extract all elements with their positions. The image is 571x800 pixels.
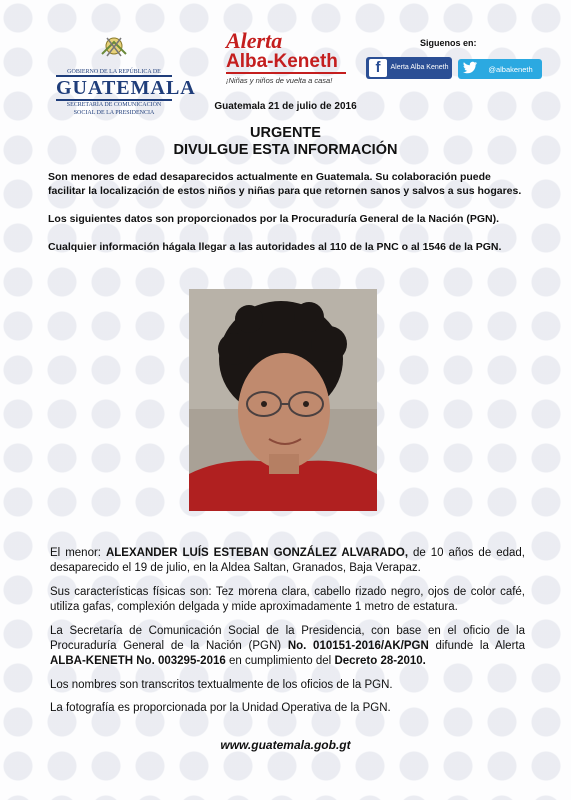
headline — [0, 125, 571, 159]
body-paragraph-5: La fotografía es proporcionada por la Unidad Operativa de la PGN. — [50, 702, 391, 714]
body-paragraph-2: Sus características físicas son: Tez morena clara, cabello rizado negro, ojos de color café, utiliza gafas, complexión delgada y mide aproximadamente 1 metro de estatura. — [50, 586, 525, 613]
body-paragraph-3 — [50, 624, 525, 669]
alert-logo-line1: Alerta — [226, 28, 283, 53]
child-name: ALEXANDER LUÍS ESTEBAN GONZÁLEZ ALVARADO, — [105, 547, 409, 559]
gov-logo-sub2: SOCIAL DE LA PRESIDENCIA — [73, 110, 155, 116]
alert-number: ALBA-KENETH No. 003295-2016 — [50, 655, 226, 667]
body-paragraph-1 — [50, 546, 525, 576]
missing-child-photo — [189, 289, 377, 511]
body-paragraph-4: Los nombres son transcritos textualmente de los oficios de la PGN. — [50, 679, 393, 691]
body-p3-a: La Secretaría de Comunicación Social de la Presidencia, con base en el oficio de la Procuraduría General de la Nación (PGN) — [50, 625, 525, 652]
headline-line1: URGENTE — [250, 125, 321, 141]
gov-logo-top-text: GOBIERNO DE LA REPÚBLICA DE — [67, 69, 161, 75]
twitter-label: @albakeneth — [488, 64, 533, 74]
body-p3-c: difunde la Alerta — [428, 640, 525, 652]
decree-number: Decreto 28-2010. — [334, 655, 426, 667]
headline-line2: DIVULGUE ESTA INFORMACIÓN — [173, 142, 398, 158]
website-link[interactable]: www.guatemala.gob.gt — [220, 738, 351, 752]
facebook-label: Alerta Alba Keneth — [390, 64, 449, 71]
body-p3-e: en cumplimiento del — [225, 655, 335, 667]
facebook-badge[interactable] — [366, 57, 452, 79]
alba-keneth-logo — [226, 30, 346, 85]
pgn-oficio-number: No. 010151-2016/AK/PGN — [287, 640, 429, 652]
twitter-icon — [461, 61, 479, 77]
twitter-badge[interactable] — [458, 59, 542, 79]
gov-logo-sub1: SECRETARÍA DE COMUNICACIÓN — [66, 102, 162, 108]
intro-paragraph-3: Cualquier información hágala llegar a las autoridades al 110 de la PNC o al 1546 de la PGN. — [48, 241, 502, 253]
body-p1-post: de 10 años de edad, desaparecido el 19 de julio, en la Aldea Saltan, Granados, Baja Verapaz. — [50, 547, 525, 574]
body-p1-pre: El menor: — [50, 547, 106, 559]
intro-paragraph-2: Los siguientes datos son proporcionados por la Procuraduría General de la Nación (PGN). — [48, 213, 500, 225]
social-title: Siguenos en: — [420, 38, 477, 48]
alert-logo-tagline: ¡Niñas y niños de vuelta a casa! — [226, 76, 333, 85]
gov-logo-name: GUATEMALA — [56, 77, 196, 99]
facebook-icon: f — [369, 59, 387, 77]
document-date: Guatemala 21 de julio de 2016 — [214, 101, 357, 112]
intro-paragraph-1: Son menores de edad desaparecidos actualmente en Guatemala. Su colaboración puede facilitar la localización de estos niños y niñas para que retornen sanos y salvos a sus hogares. — [48, 171, 522, 197]
alert-logo-line2: Alba-Keneth — [226, 52, 346, 74]
coat-of-arms-icon — [99, 32, 129, 62]
